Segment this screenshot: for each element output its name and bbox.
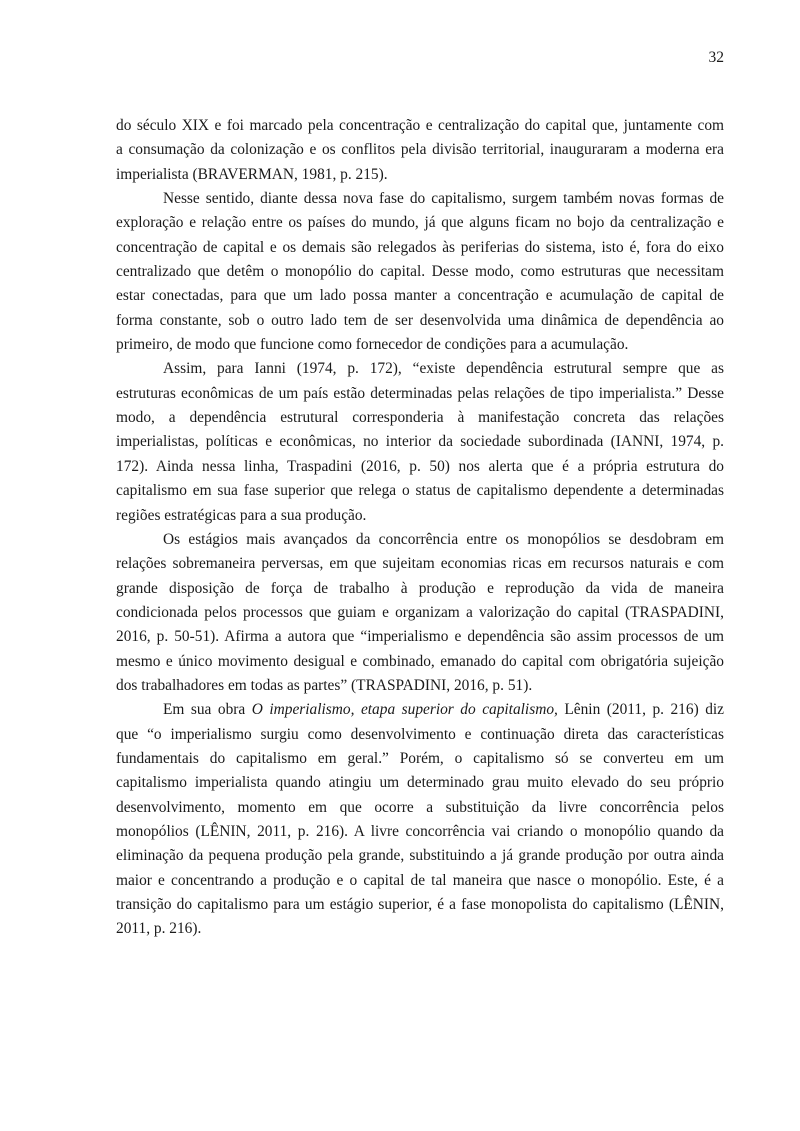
text-line: maior e concentrando a produção e o capital de tal maneira que nasce o monopólio. Este, é a [116, 871, 724, 889]
paragraph-3 [116, 357, 724, 527]
text-line: Nesse sentido, diante dessa nova fase do capitalismo, surgem também novas formas de [163, 190, 724, 208]
body-text [116, 114, 724, 942]
text-line: a consumação da colonização e os conflitos pela divisão territorial, inauguraram a moderna era [116, 141, 724, 159]
text-segment: Lênin (2011, p. 216) diz [557, 701, 724, 719]
text-line: exploração e relação entre os países do mundo, já que alguns ficam no bojo da centralização e [116, 214, 724, 232]
text-line: do século XIX e foi marcado pela concentração e centralização do capital que, juntamente com [116, 117, 724, 134]
paragraph-5 [116, 698, 724, 941]
text-line: Assim, para Ianni (1974, p. 172), “existe dependência estrutural sempre que as [163, 360, 724, 378]
text-line: capitalismo imperialista quando atingiu um determinado grau muito elevado do seu próprio [116, 774, 724, 792]
paragraph-1 [116, 114, 724, 187]
text-line: 2016, p. 50-51). Afirma a autora que “imperialismo e dependência são assim processos de um [116, 628, 724, 646]
text-line: mesmo e único movimento desigual e combinado, emanado do capital com obrigatória sujeição [116, 652, 724, 670]
text-line: eliminação da pequena produção pela grande, substituindo a já grande produção por outra ainda [116, 847, 724, 865]
text-line: primeiro, de modo que funcione como fornecedor de condições para a acumulação. [116, 336, 629, 354]
text-line: grande disposição de força de trabalho à produção e reprodução da vida de maneira [116, 579, 724, 597]
text-line: concentração de capital e os demais são relegados às periferias do sistema, isto é, fora do eixo [116, 238, 724, 256]
text-line: estar conectadas, para que um lado possa manter a concentração e acumulação de capital de [116, 287, 724, 305]
text-line: estruturas econômicas de um país estão determinadas pelas relações de tipo imperialista.” Desse [116, 384, 724, 402]
text-line: 172). Ainda nessa linha, Traspadini (2016, p. 50) nos alerta que é a própria estrutura do [116, 457, 724, 475]
text-line: imperialista (BRAVERMAN, 1981, p. 215). [116, 165, 388, 183]
text-line: imperialistas, políticas e econômicas, no interior da sociedade subordinada (IANNI, 1974, p. [116, 433, 724, 451]
text-line: transição do capitalismo para um estágio superior, é a fase monopolista do capitalismo (LÊNIN, [116, 896, 724, 913]
paragraph-4 [116, 528, 724, 698]
text-line: regiões estratégicas para a sua produção. [116, 506, 367, 524]
text-line-with-title [116, 698, 724, 722]
paragraph-2 [116, 187, 724, 357]
text-line: capitalismo em sua fase superior que relega o status de capitalismo dependente a determinadas [116, 482, 724, 500]
text-line: condicionada pelos processos que guiam e organizam a valorização do capital (TRASPADINI, [116, 603, 724, 621]
text-line: 2011, p. 216). [116, 920, 202, 938]
text-segment: Em sua obra [163, 701, 252, 719]
text-line: relações sobremaneira perversas, em que sujeitam economias ricas em recursos naturais e com [116, 555, 724, 573]
text-line: fundamentais do capitalismo em geral.” Porém, o capitalismo só se converteu em um [116, 749, 724, 767]
book-title: O imperialismo, etapa superior do capitalismo, [251, 701, 558, 719]
text-line: monopólios (LÊNIN, 2011, p. 216). A livre concorrência vai criando o monopólio quando da [116, 822, 724, 840]
page-number: 32 [708, 49, 724, 66]
text-line: centralizado que detêm o monopólio do capital. Desse modo, como estruturas que necessitam [116, 263, 724, 281]
text-line: que “o imperialismo surgiu como desenvolvimento e continuação direta das características [116, 725, 724, 743]
text-line: Os estágios mais avançados da concorrência entre os monopólios se desdobram em [163, 530, 724, 548]
text-line: dos trabalhadores em todas as partes” (TRASPADINI, 2016, p. 51). [116, 676, 533, 694]
text-line: desenvolvimento, momento em que ocorre a substituição da livre concorrência pelos [116, 798, 724, 816]
text-line: modo, a dependência estrutural corresponderia à manifestação concreta das relações [116, 409, 724, 427]
text-line: forma constante, sob o outro lado tem de ser desenvolvida uma dinâmica de dependência ao [116, 311, 724, 329]
